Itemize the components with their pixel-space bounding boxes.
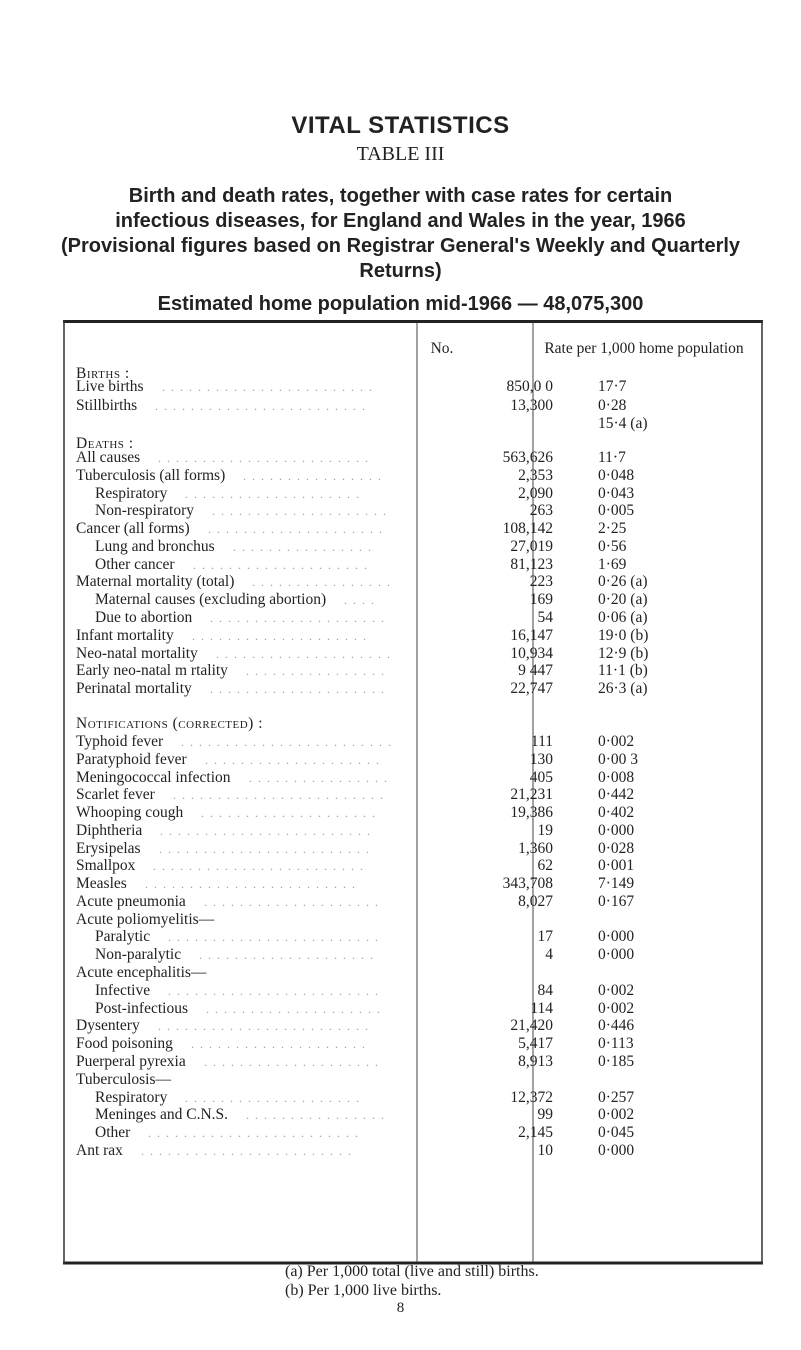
row-count: 5,417	[518, 1035, 553, 1052]
row-count: 84	[537, 982, 553, 999]
row-rate: 0·000	[598, 1142, 635, 1159]
row-rate: 0·002	[598, 733, 635, 750]
row-label: Other	[95, 1124, 131, 1141]
leader-dots: ........................	[155, 399, 371, 413]
row-rate: 0·043	[598, 485, 635, 502]
leader-dots: ........................	[158, 1019, 374, 1033]
row-count: 19,386	[510, 804, 553, 821]
row-rate: 0·002	[598, 982, 635, 999]
table-row	[63, 1000, 763, 1018]
row-rate: 0·442	[598, 786, 635, 803]
leader-dots: ....................	[210, 682, 390, 696]
table-row	[63, 964, 763, 982]
row-count: 81,123	[510, 556, 553, 573]
row-count: 263	[529, 502, 553, 519]
row-label: Infant mortality	[76, 627, 174, 644]
row-label: Notifications (corrected) :	[76, 715, 264, 732]
row-label: All causes	[76, 449, 141, 466]
table-row	[63, 840, 763, 858]
row-label: Meningococcal infection	[76, 769, 231, 786]
row-label: Respiratory	[95, 485, 168, 502]
row-count: 19	[537, 822, 553, 839]
leader-dots: ....................	[201, 806, 381, 820]
table-row	[63, 928, 763, 946]
leader-dots: ........................	[168, 930, 384, 944]
row-label: Respiratory	[95, 1089, 168, 1106]
table-row	[63, 857, 763, 875]
row-rate: 0·167	[598, 893, 635, 910]
table-row	[63, 645, 763, 663]
row-label: Due to abortion	[95, 609, 193, 626]
row-label: Post-infectious	[95, 1000, 188, 1017]
row-label: Cancer (all forms)	[76, 520, 190, 537]
leader-dots: ....................	[191, 1037, 371, 1051]
page-title: VITAL STATISTICS	[291, 112, 510, 139]
row-label: Meninges and C.N.S.	[95, 1106, 229, 1123]
leader-dots: ................	[246, 1108, 390, 1122]
row-rate: 15·4 (a)	[598, 415, 648, 432]
row-rate: 11·7	[598, 449, 626, 466]
row-count: 111	[530, 733, 553, 750]
leader-dots: ................	[249, 771, 393, 785]
row-rate: 0·005	[598, 502, 635, 519]
row-rate: 7·149	[598, 875, 635, 892]
column-header-rate: Rate per 1,000 home population	[544, 340, 744, 357]
leader-dots: ....................	[210, 611, 390, 625]
footnotes	[285, 1262, 539, 1300]
row-label: Maternal mortality (total)	[76, 573, 235, 590]
row-label: Lung and bronchus	[95, 538, 215, 555]
row-label: Acute poliomyelitis—	[76, 911, 215, 928]
table-row	[63, 1053, 763, 1071]
row-rate: 0·000	[598, 928, 635, 945]
table-row	[63, 556, 763, 574]
row-label: Non-respiratory	[95, 502, 194, 519]
row-label: Dysentery	[76, 1017, 140, 1034]
row-count: 114	[530, 1000, 553, 1017]
row-label: Births :	[76, 365, 130, 382]
leader-dots: ....................	[205, 753, 385, 767]
footnote-b: (b) Per 1,000 live births.	[285, 1282, 442, 1299]
column-header-no: No.	[430, 340, 454, 357]
leader-dots: ....................	[208, 522, 388, 536]
table-row	[63, 609, 763, 627]
table-row	[63, 875, 763, 893]
leader-dots: ....................	[212, 504, 392, 518]
leader-dots: ........................	[158, 451, 374, 465]
table-row	[63, 751, 763, 769]
table-row	[63, 733, 763, 751]
table-row	[63, 378, 763, 396]
table-row	[63, 769, 763, 787]
leader-dots: ....................	[199, 948, 379, 962]
row-count: 1,360	[518, 840, 553, 857]
table-row	[63, 1106, 763, 1124]
row-count: 21,231	[510, 786, 553, 803]
row-rate: 0·028	[598, 840, 635, 857]
row-rate: 26·3 (a)	[598, 680, 648, 697]
table-row	[63, 982, 763, 1000]
heading-line-4: Returns)	[359, 260, 442, 282]
table-row	[63, 415, 763, 433]
row-label: Puerperal pyrexia	[76, 1053, 186, 1070]
table-row	[63, 1089, 763, 1107]
row-label: Neo-natal mortality	[76, 645, 198, 662]
row-label: Ant rax	[76, 1142, 123, 1159]
heading-line-1: Birth and death rates, together with case rates for certain	[128, 185, 673, 207]
row-rate: 0·185	[598, 1053, 635, 1070]
table-row	[63, 911, 763, 929]
table-row	[63, 680, 763, 698]
row-rate: 0·008	[598, 769, 635, 786]
table-row	[63, 485, 763, 503]
row-rate: 0·048	[598, 467, 635, 484]
row-count: 9 447	[518, 662, 553, 679]
row-label: Whooping cough	[76, 804, 184, 821]
row-label: Non-paralytic	[95, 946, 182, 963]
row-label: Deaths :	[76, 435, 134, 452]
row-rate: 0·257	[598, 1089, 635, 1106]
leader-dots: ........................	[181, 735, 397, 749]
table-row	[63, 804, 763, 822]
row-label: Paratyphoid fever	[76, 751, 187, 768]
row-label: Tuberculosis (all forms)	[76, 467, 226, 484]
statistics-table	[63, 320, 763, 1350]
row-rate: 0·446	[598, 1017, 635, 1034]
row-count: 2,145	[518, 1124, 553, 1141]
row-label: Perinatal mortality	[76, 680, 192, 697]
row-label: Measles	[76, 875, 127, 892]
table-row	[63, 1124, 763, 1142]
row-rate: 1·69	[598, 556, 627, 573]
row-label: Other cancer	[95, 556, 175, 573]
row-label: Food poisoning	[76, 1035, 173, 1052]
row-rate: 0·000	[598, 822, 635, 839]
table-row	[63, 822, 763, 840]
row-count: 405	[529, 769, 553, 786]
row-rate: 0·28	[598, 397, 627, 414]
table-row	[63, 893, 763, 911]
leader-dots: ................	[233, 540, 377, 554]
table-row	[63, 627, 763, 645]
row-rate: 2·25	[598, 520, 627, 537]
row-label: Smallpox	[76, 857, 136, 874]
leader-dots: ....................	[185, 487, 365, 501]
table-row	[63, 1017, 763, 1035]
leader-dots: ....................	[206, 1002, 386, 1016]
row-label: Scarlet fever	[76, 786, 155, 803]
row-label: Acute pneumonia	[76, 893, 186, 910]
table-row	[63, 591, 763, 609]
row-count: 10,934	[510, 645, 553, 662]
leader-dots: ....................	[193, 558, 373, 572]
table-row	[63, 786, 763, 804]
row-count: 54	[537, 609, 553, 626]
row-label: Infective	[95, 982, 151, 999]
table-row	[63, 715, 763, 733]
leader-dots: ........................	[145, 877, 361, 891]
leader-dots: ........................	[159, 842, 375, 856]
row-label: Paralytic	[95, 928, 151, 945]
row-count: 563,626	[502, 449, 553, 466]
row-count: 17	[537, 928, 553, 945]
row-rate: 0·06 (a)	[598, 609, 648, 626]
heading-line-3: (Provisional figures based on Registrar General's Weekly and Quarterly	[60, 235, 741, 257]
table-row	[63, 502, 763, 520]
row-count: 8,027	[518, 893, 553, 910]
row-rate: 0·002	[598, 1000, 635, 1017]
row-label: Maternal causes (excluding abortion)	[95, 591, 327, 608]
row-count: 108,142	[502, 520, 553, 537]
table-row	[63, 946, 763, 964]
table-row	[63, 1071, 763, 1089]
table-row	[63, 573, 763, 591]
table-number: TABLE III	[356, 143, 445, 165]
row-rate: 0·001	[598, 857, 635, 874]
row-count: 2,090	[518, 485, 553, 502]
row-count: 99	[537, 1106, 553, 1123]
row-rate: 0·045	[598, 1124, 635, 1141]
row-label: Stillbirths	[76, 397, 138, 414]
row-rate: 0·402	[598, 804, 635, 821]
row-count: 130	[529, 751, 553, 768]
row-rate: 19·0 (b)	[598, 627, 649, 644]
leader-dots: ....................	[204, 895, 384, 909]
leader-dots: ........................	[160, 824, 376, 838]
row-label: Early neo-natal m rtality	[76, 662, 228, 679]
leader-dots: ........................	[141, 1144, 357, 1158]
leader-dots: ....................	[185, 1091, 365, 1105]
row-count: 22,747	[510, 680, 553, 697]
row-rate: 0·113	[598, 1035, 634, 1052]
row-rate: 0·000	[598, 946, 635, 963]
row-count: 12,372	[510, 1089, 553, 1106]
row-count: 16,147	[510, 627, 553, 644]
leader-dots: ....................	[216, 647, 396, 661]
row-label: Typhoid fever	[76, 733, 164, 750]
table-row	[63, 1035, 763, 1053]
row-rate: 11·1 (b)	[598, 662, 648, 679]
table-row	[63, 662, 763, 680]
row-count: 21,420	[510, 1017, 553, 1034]
heading-line-2: infectious diseases, for England and Wales in the year, 1966	[115, 210, 686, 232]
row-rate: 0·002	[598, 1106, 635, 1123]
row-rate: 0·26 (a)	[598, 573, 648, 590]
table-row	[63, 467, 763, 485]
table-row	[63, 520, 763, 538]
leader-dots: ................	[246, 664, 390, 678]
row-label: Live births	[76, 378, 144, 395]
leader-dots: ................	[243, 469, 387, 483]
row-count: 13,300	[510, 397, 553, 414]
row-count: 4	[545, 946, 553, 963]
row-count: 850,0 0	[506, 378, 553, 395]
row-count: 223	[529, 573, 553, 590]
leader-dots: ........................	[173, 788, 389, 802]
leader-dots: ........................	[162, 380, 378, 394]
footnote-a: (a) Per 1,000 total (live and still) births.	[285, 1263, 539, 1280]
leader-dots: ....................	[204, 1055, 384, 1069]
leader-dots: ........................	[153, 859, 369, 873]
table-row	[63, 538, 763, 556]
row-count: 2,353	[518, 467, 553, 484]
row-label: Acute encephalitis—	[76, 964, 207, 981]
page-number: 8	[396, 1300, 405, 1316]
row-count: 62	[537, 857, 553, 874]
population-line: Estimated home population mid-1966 — 48,075,300	[157, 293, 644, 315]
row-count: 169	[529, 591, 553, 608]
row-count: 8,913	[518, 1053, 553, 1070]
leader-dots: ........................	[148, 1126, 364, 1140]
row-rate: 0·56	[598, 538, 627, 555]
row-count: 27,019	[510, 538, 553, 555]
leader-dots: ....	[344, 593, 380, 607]
table-row	[63, 397, 763, 415]
table-row	[63, 1142, 763, 1160]
row-rate: 0·00 3	[598, 751, 639, 768]
leader-dots: ................	[252, 575, 396, 589]
row-rate: 17·7	[598, 378, 627, 395]
table-row	[63, 449, 763, 467]
row-label: Erysipelas	[76, 840, 141, 857]
leader-dots: ....................	[192, 629, 372, 643]
row-count: 343,708	[502, 875, 553, 892]
row-rate: 12·9 (b)	[598, 645, 649, 662]
row-count: 10	[537, 1142, 553, 1159]
row-label: Tuberculosis—	[76, 1071, 172, 1088]
leader-dots: ........................	[168, 984, 384, 998]
row-rate: 0·20 (a)	[598, 591, 648, 608]
row-label: Diphtheria	[76, 822, 143, 839]
